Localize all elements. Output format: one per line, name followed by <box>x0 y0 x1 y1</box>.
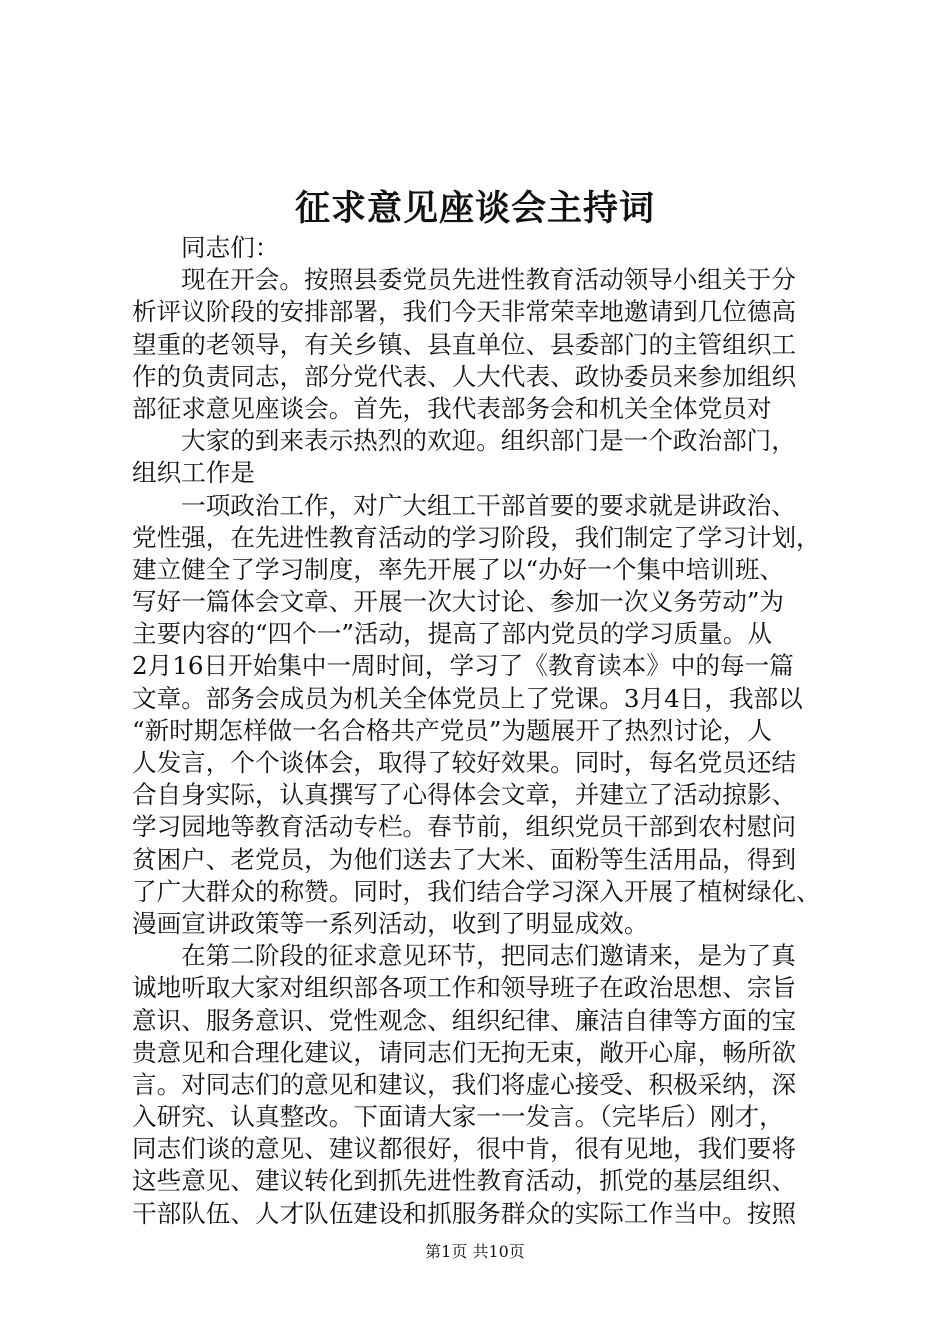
text-line: 同志们谈的意见、建议都很好，很中肯，很有见地，我们要将 <box>132 1134 797 1164</box>
text-line: 一项政治工作，对广大组工干部首要的要求就是讲政治、 <box>181 490 796 520</box>
text-line: 现在开会。按照县委党员先进性教育活动领导小组关于分 <box>181 265 796 295</box>
page-footer: 第1页 共10页 <box>425 1242 525 1261</box>
text-line: 诚地听取大家对组织部各项工作和领导班子在政治思想、宗旨 <box>132 973 797 1003</box>
text-line: 组织工作是 <box>132 458 255 488</box>
text-line: 2月16日开始集中一周时间，学习了《教育读本》中的每一篇 <box>132 651 794 681</box>
text-line: 大家的到来表示热烈的欢迎。组织部门是一个政治部门， <box>181 426 796 456</box>
text-line: 合自身实际，认真撰写了心得体会文章，并建立了活动掠影、 <box>132 780 797 810</box>
text-line: 在第二阶段的征求意见环节，把同志们邀请来，是为了真 <box>181 941 796 971</box>
text-line: 入研究、认真整改。下面请大家一一发言。（完毕后）刚才， <box>132 1102 784 1132</box>
text-line: 建立健全了学习制度，率先开展了以“办好一个集中培训班、 <box>132 554 785 584</box>
text-line: 人发言，个个谈体会，取得了较好效果。同时，每名党员还结 <box>132 748 797 777</box>
text-line: 写好一篇体会文章、开展一次大讨论、参加一次义务劳动”为 <box>132 587 785 617</box>
text-line: 贫困户、老党员，为他们送去了大米、面粉等生活用品，得到 <box>132 844 797 874</box>
text-line: 干部队伍、人才队伍建设和抓服务群众的实际工作当中。按照 <box>132 1198 797 1228</box>
text-line: 文章。部务会成员为机关全体党员上了党课。3月4日，我部以 <box>132 683 803 713</box>
text-line: “新时期怎样做一名合格共产党员”为题展开了热烈讨论，人 <box>132 715 772 745</box>
text-line: 析评议阶段的安排部署，我们今天非常荣幸地邀请到几位德高 <box>132 297 797 327</box>
text-line: 党性强，在先进性教育活动的学习阶段，我们制定了学习计划， <box>132 522 821 552</box>
text-line: 贵意见和合理化建议，请同志们无拘无束，敞开心扉，畅所欲 <box>132 1037 797 1067</box>
text-line: 作的负责同志，部分党代表、人大代表、政协委员来参加组织 <box>132 361 797 391</box>
document-title: 征求意见座谈会主持词 <box>294 188 655 229</box>
text-line: 言。对同志们的意见和建议，我们将虚心接受、积极采纳，深 <box>132 1069 797 1099</box>
text-line: 部征求意见座谈会。首先，我代表部务会和机关全体党员对 <box>132 393 772 423</box>
text-line: 这些意见、建议转化到抓先进性教育活动，抓党的基层组织、 <box>132 1166 797 1196</box>
text-line: 望重的老领导，有关乡镇、县直单位、县委部门的主管组织工 <box>132 329 797 359</box>
text-line: 学习园地等教育活动专栏。春节前，组织党员干部到农村慰问 <box>132 812 797 842</box>
text-line: 漫画宣讲政策等一系列活动，收到了明显成效。 <box>132 908 649 938</box>
text-line: 了广大群众的称赞。同时，我们结合学习深入开展了植树绿化、 <box>132 876 821 906</box>
text-line: 主要内容的“四个一”活动，提高了部内党员的学习质量。从 <box>132 619 772 649</box>
document-body <box>132 232 832 1230</box>
text-line: 意识、服务意识、党性观念、组织纪律、廉洁自律等方面的宝 <box>132 1005 797 1035</box>
text-line: 同志们： <box>181 233 280 262</box>
